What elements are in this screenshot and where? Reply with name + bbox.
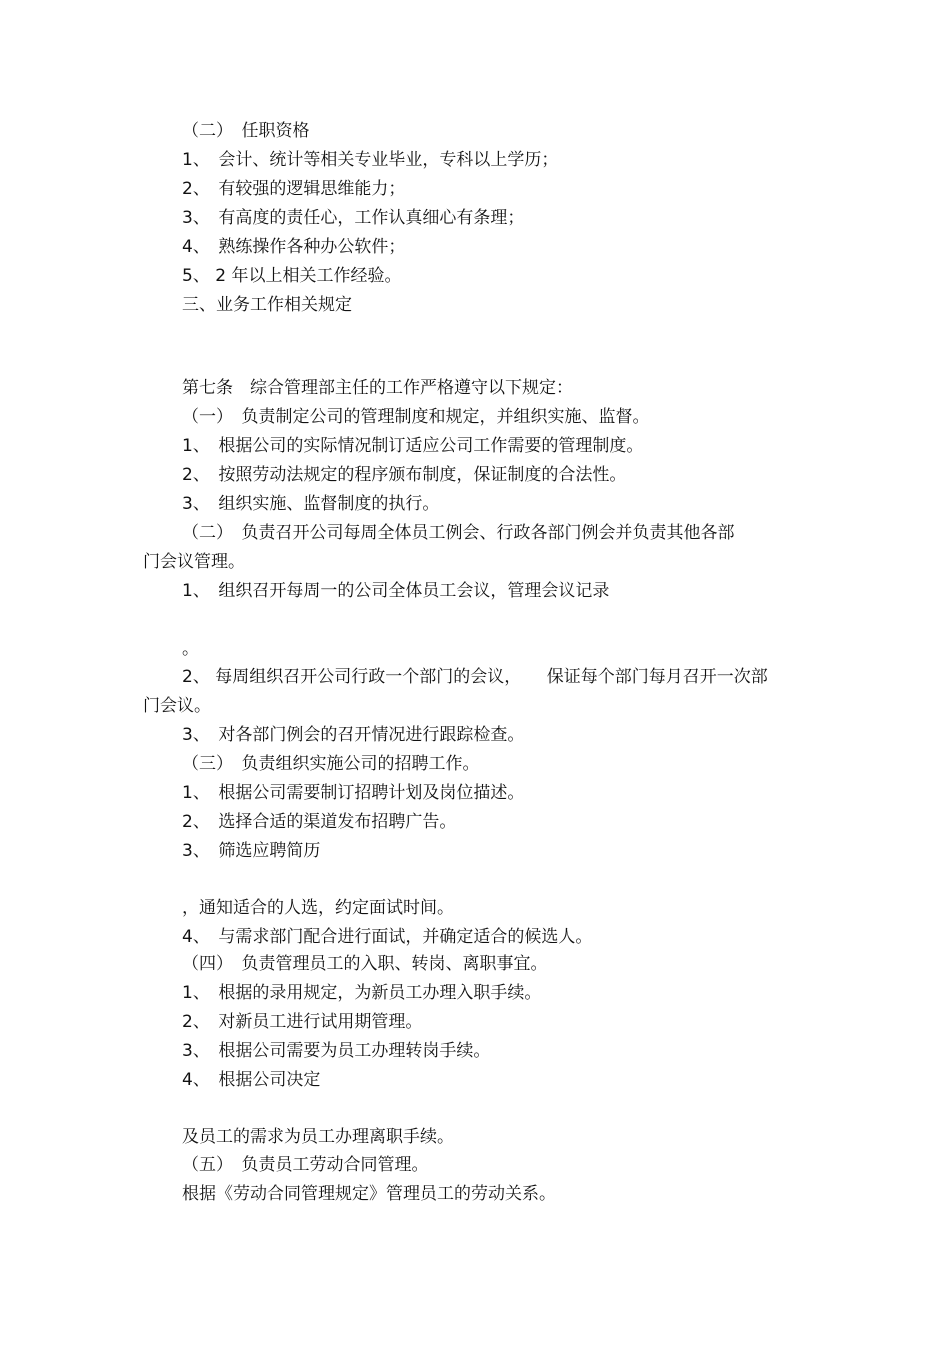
text-line: 4、 熟练操作各种办公软件； <box>182 237 406 257</box>
article-heading: 第七条 综合管理部主任的工作严格遵守以下规定： <box>182 378 573 398</box>
text-line-continuation: 门会议管理。 <box>143 552 245 572</box>
text-line: 1、 组织召开每周一的公司全体员工会议，管理会议记录 <box>182 581 610 601</box>
text-line: 2、 对新员工进行试用期管理。 <box>182 1012 423 1032</box>
subsection-heading: （一） 负责制定公司的管理制度和规定，并组织实施、监督。 <box>182 407 650 427</box>
text-line: 1、 根据公司的实际情况制订适应公司工作需要的管理制度。 <box>182 436 644 456</box>
text-line: 1、 根据的录用规定，为新员工办理入职手续。 <box>182 983 542 1003</box>
text-line: 5、 2 年以上相关工作经验。 <box>182 266 402 286</box>
section-heading-business-rules: 三、业务工作相关规定 <box>182 295 352 315</box>
subsection-heading: （四） 负责管理员工的入职、转岗、离职事宜。 <box>182 954 548 974</box>
text-line-continuation: 门会议。 <box>143 696 211 716</box>
subsection-heading: （三） 负责组织实施公司的招聘工作。 <box>182 754 480 774</box>
text-line: 3、 根据公司需要为员工办理转岗手续。 <box>182 1041 491 1061</box>
subsection-heading: （二） 负责召开公司每周全体员工例会、行政各部门例会并负责其他各部 <box>182 523 735 543</box>
text-line-fragment: 。 <box>182 639 199 659</box>
text-line: 3、 有高度的责任心，工作认真细心有条理； <box>182 208 525 228</box>
text-line: 2、 有较强的逻辑思维能力； <box>182 179 406 199</box>
text-line-fragment: 及员工的需求为员工办理离职手续。 <box>182 1127 454 1147</box>
text-line: 3、 组织实施、监督制度的执行。 <box>182 494 440 514</box>
text-line: 2、 按照劳动法规定的程序颁布制度，保证制度的合法性。 <box>182 465 627 485</box>
text-line: 3、 筛选应聘简历 <box>182 841 321 861</box>
text-line: 2、 选择合适的渠道发布招聘广告。 <box>182 812 457 832</box>
text-line: 1、 根据公司需要制订招聘计划及岗位描述。 <box>182 783 525 803</box>
text-line-fragment: ，通知适合的人选，约定面试时间。 <box>182 898 454 918</box>
section-heading-qualifications: （二） 任职资格 <box>182 121 310 141</box>
text-line: 4、 与需求部门配合进行面试，并确定适合的候选人。 <box>182 927 593 947</box>
text-line: 2、 每周组织召开公司行政一个部门的会议， 保证每个部门每月召开一次部 <box>182 667 768 687</box>
text-line: 3、 对各部门例会的召开情况进行跟踪检查。 <box>182 725 525 745</box>
text-line: 1、 会计、统计等相关专业毕业，专科以上学历； <box>182 150 559 170</box>
subsection-heading: （五） 负责员工劳动合同管理。 <box>182 1155 429 1175</box>
text-line: 根据《劳动合同管理规定》管理员工的劳动关系。 <box>182 1184 556 1204</box>
text-line: 4、 根据公司决定 <box>182 1070 321 1090</box>
